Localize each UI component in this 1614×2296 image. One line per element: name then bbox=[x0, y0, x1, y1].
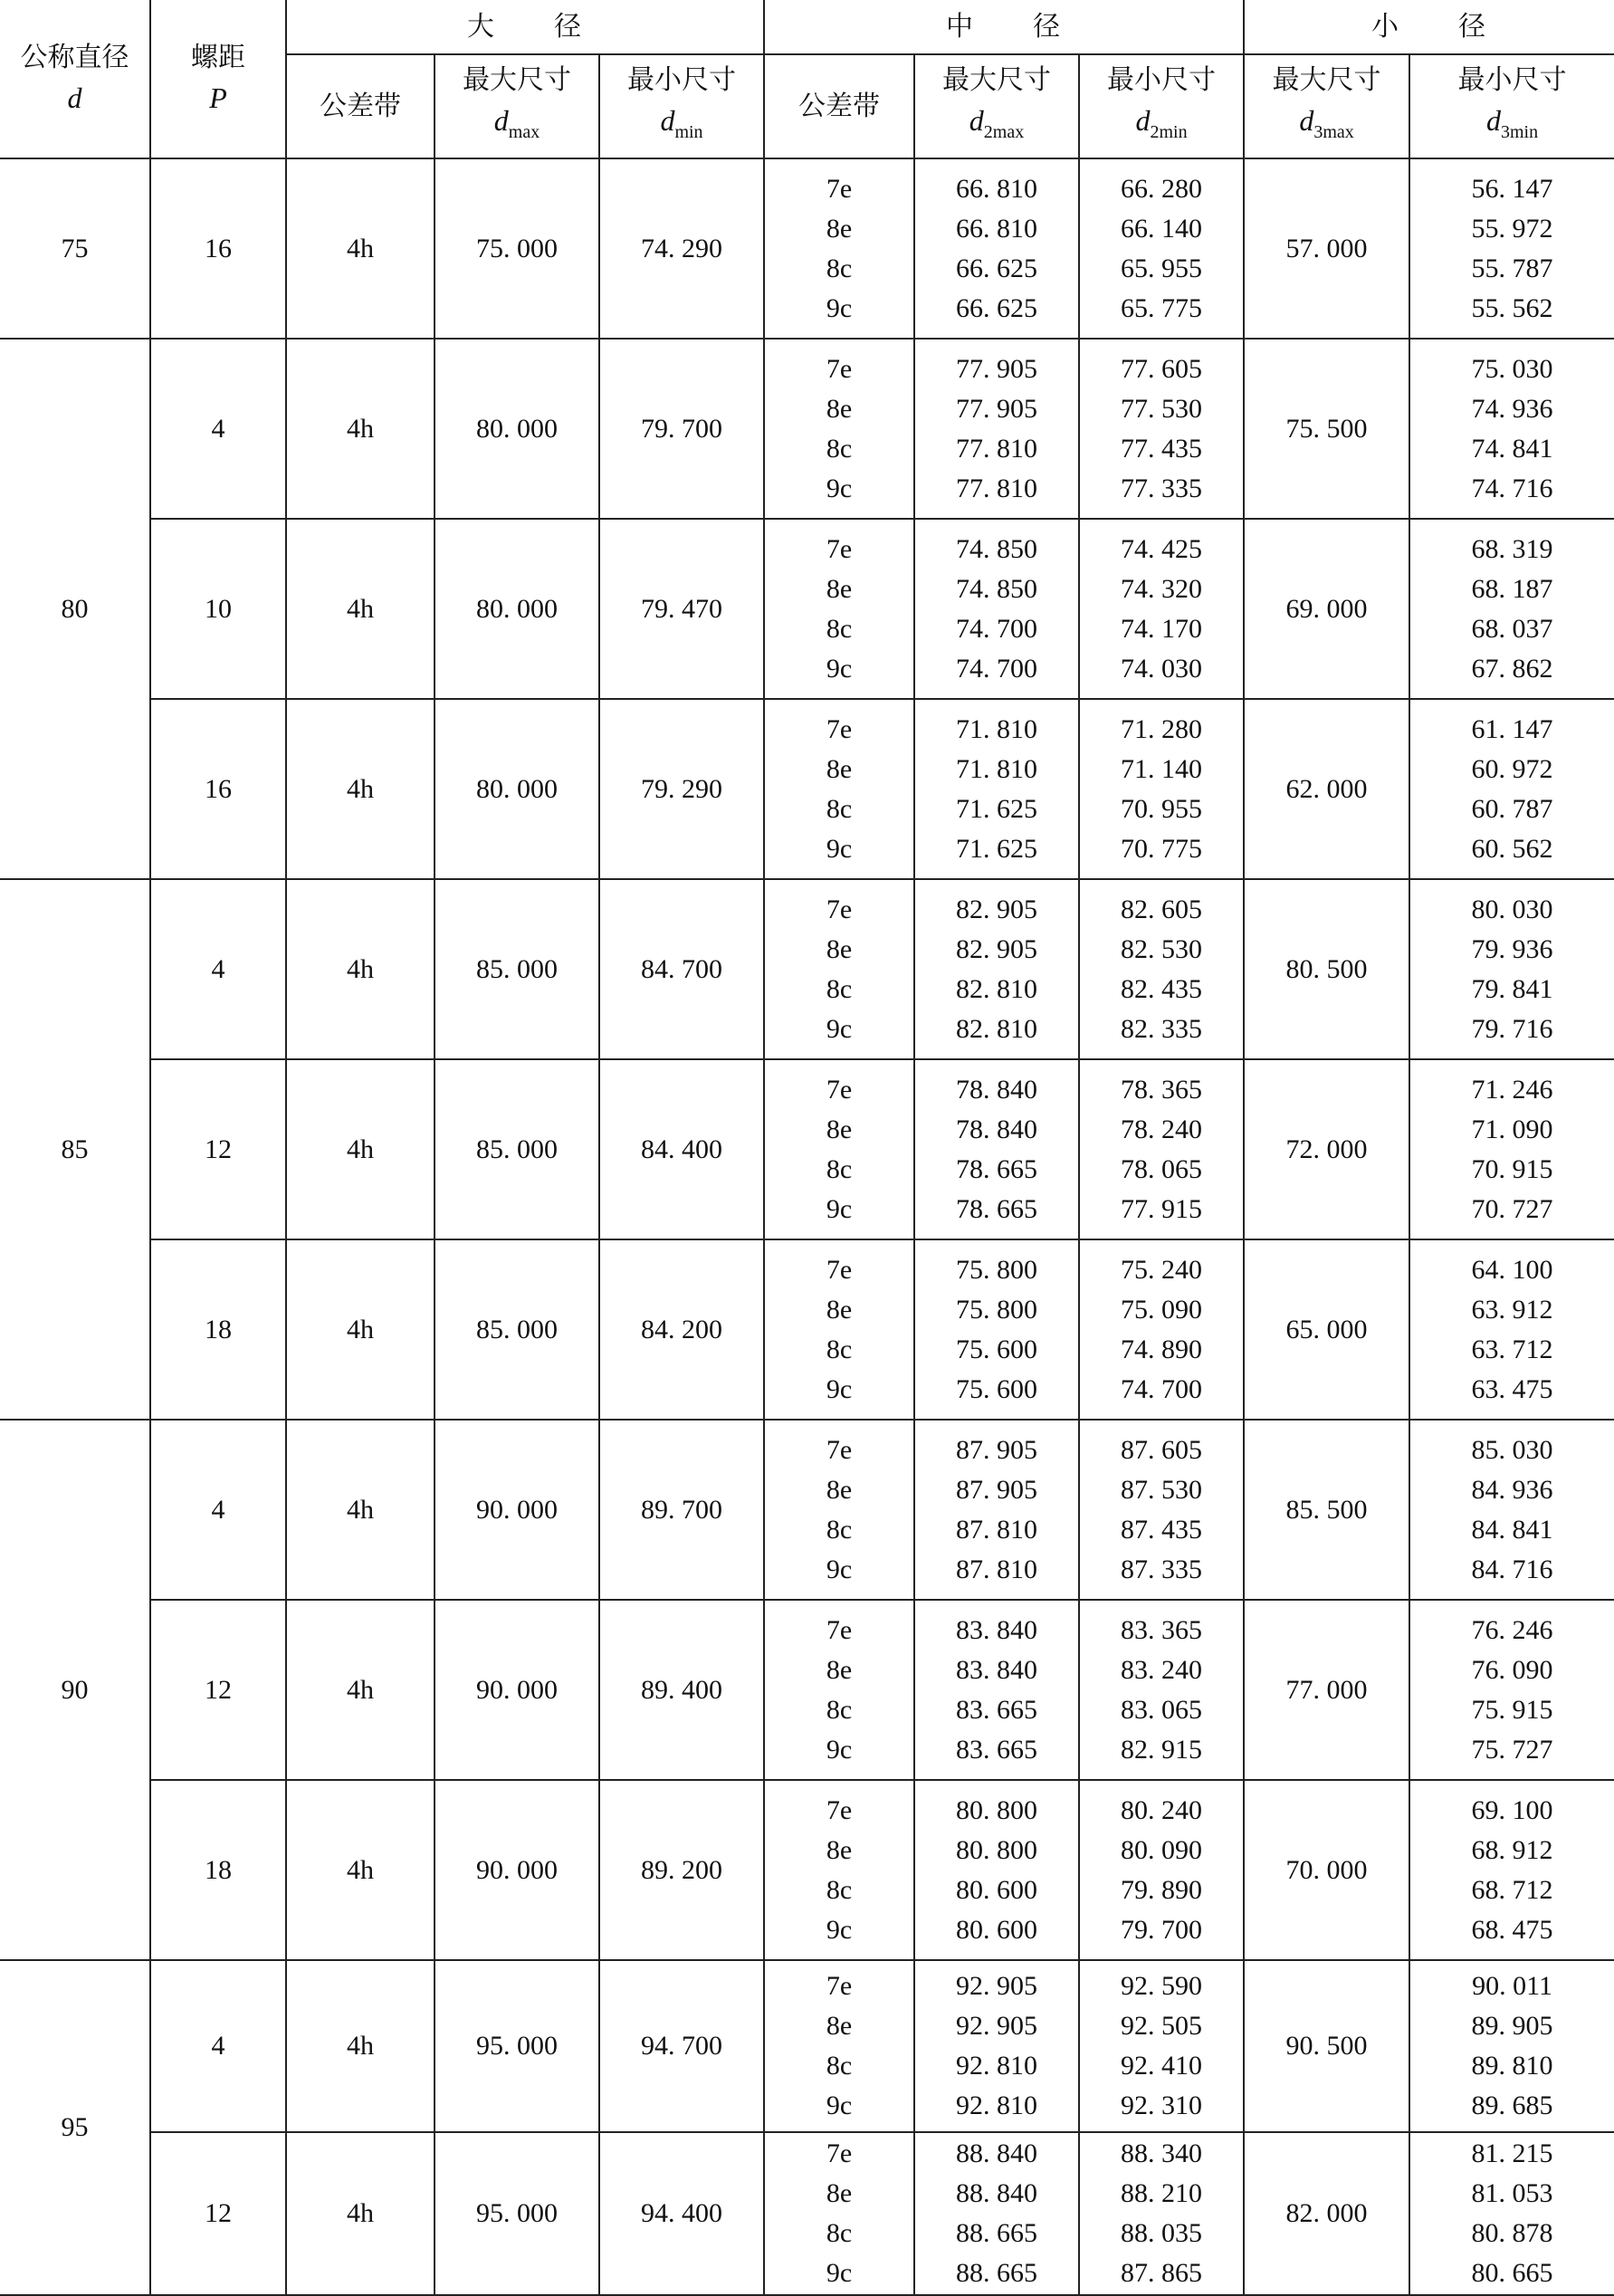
dmax-label: 最大尺寸 bbox=[463, 65, 571, 95]
d3min-cell: 69. 100 68. 912 68. 712 68. 475 bbox=[1409, 1780, 1614, 1960]
header-d2max bbox=[914, 54, 1079, 158]
nominal-symbol: d bbox=[67, 81, 82, 114]
pitch-cell: 12 bbox=[150, 2132, 286, 2295]
pitch-tolerance-cell: 7e 8e 8c 9c bbox=[764, 1239, 914, 1420]
d2min-cell: 71. 280 71. 140 70. 955 70. 775 bbox=[1079, 699, 1244, 879]
d2min-cell: 92. 590 92. 505 92. 410 92. 310 bbox=[1079, 1960, 1244, 2132]
major-tolerance-cell: 4h bbox=[286, 158, 435, 339]
d2max-cell: 92. 905 92. 905 92. 810 92. 810 bbox=[914, 1960, 1079, 2132]
d3max-cell: 77. 000 bbox=[1244, 1600, 1409, 1780]
pitch-tolerance-cell: 7e 8e 8c 9c bbox=[764, 158, 914, 339]
d2min-cell: 88. 340 88. 210 88. 035 87. 865 bbox=[1079, 2132, 1244, 2295]
d2min-cell: 80. 240 80. 090 79. 890 79. 700 bbox=[1079, 1780, 1244, 1960]
d2max-cell: 74. 850 74. 850 74. 700 74. 700 bbox=[914, 519, 1079, 699]
d2max-cell: 82. 905 82. 905 82. 810 82. 810 bbox=[914, 879, 1079, 1059]
dmax-cell: 80. 000 bbox=[435, 699, 599, 879]
table-row bbox=[0, 1059, 1614, 1239]
table-row bbox=[0, 339, 1614, 519]
table-row bbox=[0, 1420, 1614, 1600]
pitch-label: 螺距 bbox=[191, 43, 245, 72]
table-row bbox=[0, 158, 1614, 339]
d3min-cell: 80. 030 79. 936 79. 841 79. 716 bbox=[1409, 879, 1614, 1059]
dmin-cell: 84. 200 bbox=[599, 1239, 764, 1420]
pitch-cell: 10 bbox=[150, 519, 286, 699]
d2min-cell: 83. 365 83. 240 83. 065 82. 915 bbox=[1079, 1600, 1244, 1780]
d3max-cell: 69. 000 bbox=[1244, 519, 1409, 699]
dmax-cell: 85. 000 bbox=[435, 1059, 599, 1239]
table-row bbox=[0, 1780, 1614, 1960]
major-tolerance-cell: 4h bbox=[286, 2132, 435, 2295]
major-tolerance-cell: 4h bbox=[286, 699, 435, 879]
dmax-subscript: max bbox=[508, 122, 540, 142]
dmax-cell: 75. 000 bbox=[435, 158, 599, 339]
pitch-cell: 4 bbox=[150, 1420, 286, 1600]
dmin-cell: 94. 400 bbox=[599, 2132, 764, 2295]
header-d2min bbox=[1079, 54, 1244, 158]
d3max-cell: 75. 500 bbox=[1244, 339, 1409, 519]
nominal-diameter-cell: 85 bbox=[0, 879, 150, 1420]
d2max-cell: 75. 800 75. 800 75. 600 75. 600 bbox=[914, 1239, 1079, 1420]
major-tolerance-cell: 4h bbox=[286, 1960, 435, 2132]
dmin-cell: 74. 290 bbox=[599, 158, 764, 339]
dmax-cell: 90. 000 bbox=[435, 1600, 599, 1780]
d3max-cell: 57. 000 bbox=[1244, 158, 1409, 339]
header-pitch-tolerance: 公差带 bbox=[764, 54, 914, 158]
header-major-diameter: 大 径 bbox=[286, 0, 764, 54]
d3min-cell: 81. 215 81. 053 80. 878 80. 665 bbox=[1409, 2132, 1614, 2295]
pitch-tolerance-cell: 7e 8e 8c 9c bbox=[764, 879, 914, 1059]
dmin-cell: 84. 700 bbox=[599, 879, 764, 1059]
pitch-cell: 4 bbox=[150, 879, 286, 1059]
major-tolerance-cell: 4h bbox=[286, 1420, 435, 1600]
header-nominal-diameter bbox=[0, 0, 150, 158]
d3min-cell: 71. 246 71. 090 70. 915 70. 727 bbox=[1409, 1059, 1614, 1239]
d2min-cell: 82. 605 82. 530 82. 435 82. 335 bbox=[1079, 879, 1244, 1059]
d3max-cell: 62. 000 bbox=[1244, 699, 1409, 879]
dmax-cell: 90. 000 bbox=[435, 1420, 599, 1600]
d3min-cell: 90. 011 89. 905 89. 810 89. 685 bbox=[1409, 1960, 1614, 2132]
major-tolerance-cell: 4h bbox=[286, 879, 435, 1059]
d3min-cell: 64. 100 63. 912 63. 712 63. 475 bbox=[1409, 1239, 1614, 1420]
table-row bbox=[0, 2132, 1614, 2295]
pitch-tolerance-cell: 7e 8e 8c 9c bbox=[764, 1960, 914, 2132]
d2max-cell: 83. 840 83. 840 83. 665 83. 665 bbox=[914, 1600, 1079, 1780]
d2min-subscript: 2min bbox=[1150, 122, 1188, 142]
d2max-cell: 77. 905 77. 905 77. 810 77. 810 bbox=[914, 339, 1079, 519]
dmax-cell: 95. 000 bbox=[435, 2132, 599, 2295]
d2min-cell: 74. 425 74. 320 74. 170 74. 030 bbox=[1079, 519, 1244, 699]
pitch-tolerance-cell: 7e 8e 8c 9c bbox=[764, 339, 914, 519]
d3min-cell: 75. 030 74. 936 74. 841 74. 716 bbox=[1409, 339, 1614, 519]
pitch-cell: 12 bbox=[150, 1059, 286, 1239]
dmax-cell: 85. 000 bbox=[435, 1239, 599, 1420]
pitch-cell: 18 bbox=[150, 1239, 286, 1420]
d3max-symbol: d bbox=[1299, 104, 1314, 137]
pitch-cell: 4 bbox=[150, 1960, 286, 2132]
dmax-cell: 90. 000 bbox=[435, 1780, 599, 1960]
d3max-cell: 72. 000 bbox=[1244, 1059, 1409, 1239]
pitch-tolerance-cell: 7e 8e 8c 9c bbox=[764, 1059, 914, 1239]
header-dmax bbox=[435, 54, 599, 158]
d3max-cell: 90. 500 bbox=[1244, 1960, 1409, 2132]
dmin-subscript: min bbox=[674, 122, 703, 142]
header-pitch-diameter: 中 径 bbox=[764, 0, 1244, 54]
dmin-cell: 79. 700 bbox=[599, 339, 764, 519]
table-row bbox=[0, 1960, 1614, 2132]
table-row bbox=[0, 1600, 1614, 1780]
dmin-cell: 79. 470 bbox=[599, 519, 764, 699]
d2max-symbol: d bbox=[969, 104, 984, 137]
dmin-cell: 79. 290 bbox=[599, 699, 764, 879]
nominal-diameter-cell: 75 bbox=[0, 158, 150, 339]
d3max-subscript: 3max bbox=[1313, 122, 1354, 142]
pitch-cell: 16 bbox=[150, 699, 286, 879]
d3max-cell: 82. 000 bbox=[1244, 2132, 1409, 2295]
d2max-cell: 71. 810 71. 810 71. 625 71. 625 bbox=[914, 699, 1079, 879]
dmin-cell: 94. 700 bbox=[599, 1960, 764, 2132]
d2max-cell: 87. 905 87. 905 87. 810 87. 810 bbox=[914, 1420, 1079, 1600]
d2min-cell: 75. 240 75. 090 74. 890 74. 700 bbox=[1079, 1239, 1244, 1420]
d3max-cell: 85. 500 bbox=[1244, 1420, 1409, 1600]
d3min-label: 最小尺寸 bbox=[1457, 65, 1567, 95]
d3min-subscript: 3min bbox=[1500, 122, 1539, 142]
d3min-cell: 61. 147 60. 972 60. 787 60. 562 bbox=[1409, 699, 1614, 879]
header-pitch bbox=[150, 0, 286, 158]
d2min-cell: 77. 605 77. 530 77. 435 77. 335 bbox=[1079, 339, 1244, 519]
major-tolerance-cell: 4h bbox=[286, 1600, 435, 1780]
header-d3max bbox=[1244, 54, 1409, 158]
dmax-cell: 80. 000 bbox=[435, 339, 599, 519]
dmin-cell: 89. 400 bbox=[599, 1600, 764, 1780]
dmin-label: 最小尺寸 bbox=[627, 65, 736, 95]
dmin-cell: 84. 400 bbox=[599, 1059, 764, 1239]
header-d3min bbox=[1409, 54, 1614, 158]
d2max-cell: 88. 840 88. 840 88. 665 88. 665 bbox=[914, 2132, 1079, 2295]
d2min-cell: 66. 280 66. 140 65. 955 65. 775 bbox=[1079, 158, 1244, 339]
major-tolerance-cell: 4h bbox=[286, 339, 435, 519]
pitch-tolerance-cell: 7e 8e 8c 9c bbox=[764, 519, 914, 699]
pitch-tolerance-cell: 7e 8e 8c 9c bbox=[764, 1420, 914, 1600]
d3min-cell: 68. 319 68. 187 68. 037 67. 862 bbox=[1409, 519, 1614, 699]
d2min-cell: 87. 605 87. 530 87. 435 87. 335 bbox=[1079, 1420, 1244, 1600]
d2max-subscript: 2max bbox=[983, 122, 1025, 142]
table-row bbox=[0, 1239, 1614, 1420]
d3min-cell: 56. 147 55. 972 55. 787 55. 562 bbox=[1409, 158, 1614, 339]
nominal-diameter-cell: 80 bbox=[0, 339, 150, 879]
d3min-cell: 85. 030 84. 936 84. 841 84. 716 bbox=[1409, 1420, 1614, 1600]
pitch-cell: 4 bbox=[150, 339, 286, 519]
d3max-cell: 70. 000 bbox=[1244, 1780, 1409, 1960]
pitch-tolerance-cell: 7e 8e 8c 9c bbox=[764, 1600, 914, 1780]
pitch-cell: 16 bbox=[150, 158, 286, 339]
pitch-tolerance-cell: 7e 8e 8c 9c bbox=[764, 1780, 914, 1960]
table-row bbox=[0, 879, 1614, 1059]
dmax-cell: 95. 000 bbox=[435, 1960, 599, 2132]
pitch-tolerance-cell: 7e 8e 8c 9c bbox=[764, 2132, 914, 2295]
d2max-cell: 78. 840 78. 840 78. 665 78. 665 bbox=[914, 1059, 1079, 1239]
dmin-cell: 89. 200 bbox=[599, 1780, 764, 1960]
major-tolerance-cell: 4h bbox=[286, 1239, 435, 1420]
major-tolerance-cell: 4h bbox=[286, 519, 435, 699]
dmax-cell: 85. 000 bbox=[435, 879, 599, 1059]
d2max-cell: 80. 800 80. 800 80. 600 80. 600 bbox=[914, 1780, 1079, 1960]
major-tolerance-cell: 4h bbox=[286, 1780, 435, 1960]
pitch-cell: 18 bbox=[150, 1780, 286, 1960]
d3max-cell: 65. 000 bbox=[1244, 1239, 1409, 1420]
d3max-label: 最大尺寸 bbox=[1272, 65, 1381, 95]
d3min-symbol: d bbox=[1485, 104, 1501, 137]
header-minor-diameter: 小 径 bbox=[1244, 0, 1614, 54]
dmax-cell: 80. 000 bbox=[435, 519, 599, 699]
header-dmin bbox=[599, 54, 764, 158]
d2min-symbol: d bbox=[1135, 104, 1151, 137]
pitch-symbol: P bbox=[209, 81, 227, 114]
dmax-symbol: d bbox=[493, 104, 509, 137]
dmin-symbol: d bbox=[660, 104, 675, 137]
nominal-label: 公称直径 bbox=[20, 43, 129, 72]
pitch-tolerance-cell: 7e 8e 8c 9c bbox=[764, 699, 914, 879]
d2max-label: 最大尺寸 bbox=[942, 65, 1052, 95]
d2max-cell: 66. 810 66. 810 66. 625 66. 625 bbox=[914, 158, 1079, 339]
d3min-cell: 76. 246 76. 090 75. 915 75. 727 bbox=[1409, 1600, 1614, 1780]
d2min-label: 最小尺寸 bbox=[1107, 65, 1217, 95]
d3max-cell: 80. 500 bbox=[1244, 879, 1409, 1059]
nominal-diameter-cell: 90 bbox=[0, 1420, 150, 1960]
dmin-cell: 89. 700 bbox=[599, 1420, 764, 1600]
d2min-cell: 78. 365 78. 240 78. 065 77. 915 bbox=[1079, 1059, 1244, 1239]
table-row bbox=[0, 519, 1614, 699]
pitch-cell: 12 bbox=[150, 1600, 286, 1780]
table-row bbox=[0, 699, 1614, 879]
major-tolerance-cell: 4h bbox=[286, 1059, 435, 1239]
nominal-diameter-cell: 95 bbox=[0, 1960, 150, 2295]
header-major-tolerance: 公差带 bbox=[286, 54, 435, 158]
